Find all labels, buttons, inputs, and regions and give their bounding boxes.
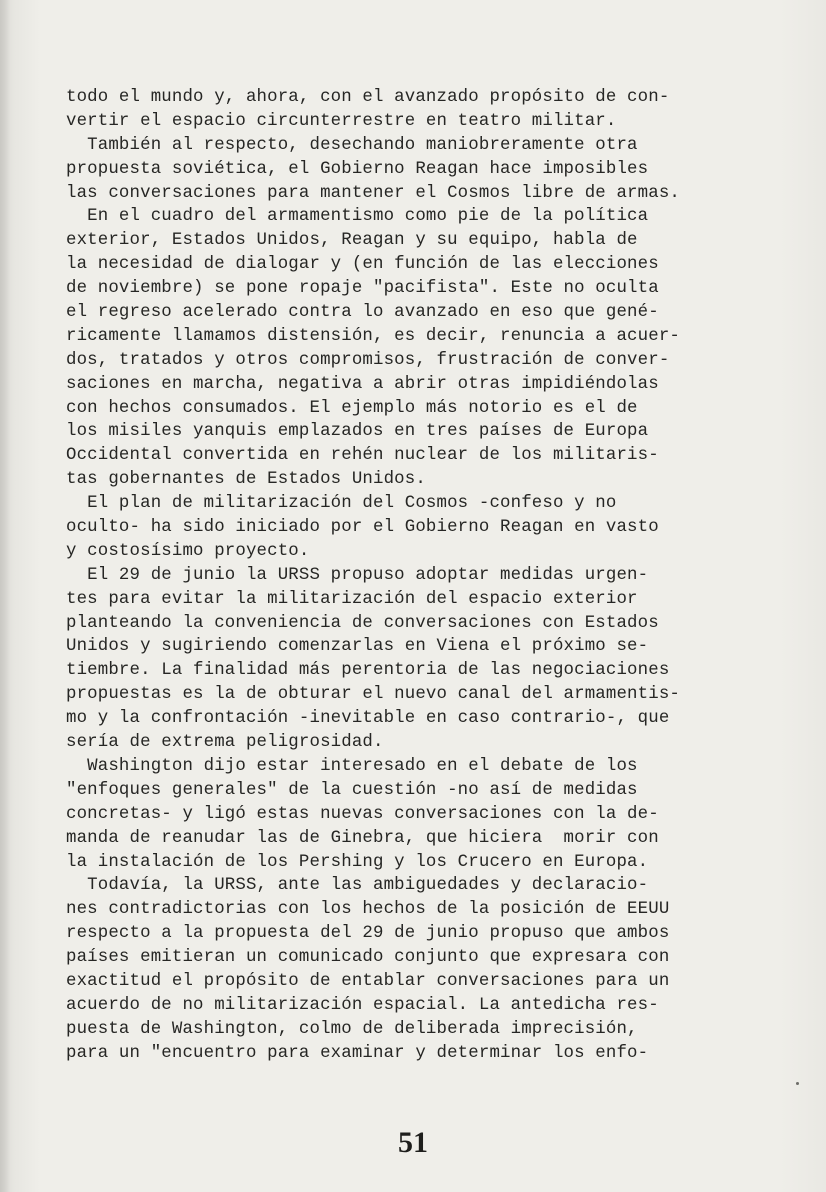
text-line: tas gobernantes de Estados Unidos.	[66, 470, 426, 490]
text-line: la instalación de los Pershing y los Crucero en Europa.	[66, 852, 649, 872]
text-line: países emitieran un comunicado conjunto que expresara con	[66, 948, 670, 968]
text-line: respecto a la propuesta del 29 de junio propuso que ambos	[66, 924, 670, 944]
text-line: manda de reanudar las de Ginebra, que hiciera morir con	[66, 828, 659, 848]
text-line: todo el mundo y, ahora, con el avanzado propósito de con-	[66, 88, 670, 107]
text-line: de noviembre) se pone ropaje "pacifista". Este no oculta	[66, 279, 659, 299]
text-line: saciones en marcha, negativa a abrir otras impidiéndolas	[66, 374, 659, 394]
binding-shadow	[0, 0, 10, 1192]
text-line: En el cuadro del armamentismo como pie de la política	[66, 207, 649, 227]
text-line: "enfoques generales" de la cuestión -no así de medidas	[66, 780, 638, 800]
text-line: propuesta soviética, el Gobierno Reagan hace imposibles	[66, 159, 649, 179]
text-line: concretas- y ligó estas nuevas conversaciones con la de-	[66, 804, 659, 824]
text-line: dos, tratados y otros compromisos, frustración de conver-	[66, 350, 670, 370]
text-line: vertir el espacio circunterrestre en teatro militar.	[66, 111, 617, 131]
text-line: También al respecto, desechando maniobreramente otra	[66, 135, 638, 155]
text-line: exterior, Estados Unidos, Reagan y su equipo, habla de	[66, 231, 638, 251]
text-line: Occidental convertida en rehén nuclear de los militaris-	[66, 446, 659, 466]
text-line: El 29 de junio la URSS propuso adoptar medidas urgen-	[66, 565, 649, 585]
text-line: propuestas es la de obturar el nuevo canal del armamentis-	[66, 685, 680, 705]
text-line: con hechos consumados. El ejemplo más notorio es el de	[66, 398, 638, 418]
text-line: mo y la confrontación -inevitable en caso contrario-, que	[66, 709, 670, 729]
text-line: puesta de Washington, colmo de deliberada imprecisión,	[66, 1019, 638, 1039]
text-line: la necesidad de dialogar y (en función de las elecciones	[66, 255, 659, 275]
paper-speck	[796, 1082, 799, 1085]
text-line: acuerdo de no militarización espacial. La antedicha res-	[66, 995, 659, 1015]
text-line: planteando la conveniencia de conversaciones con Estados	[66, 613, 659, 633]
text-line: y costosísimo proyecto.	[66, 541, 310, 561]
text-line: tes para evitar la militarización del espacio exterior	[66, 589, 638, 609]
text-line: los misiles yanquis emplazados en tres países de Europa	[66, 422, 649, 442]
text-line: sería de extrema peligrosidad.	[66, 733, 384, 753]
text-line: El plan de militarización del Cosmos -confeso y no	[66, 494, 617, 514]
text-line: Todavía, la URSS, ante las ambiguedades y declaracio-	[66, 876, 649, 896]
text-line: exactitud el propósito de entablar conversaciones para un	[66, 971, 670, 991]
text-line: oculto- ha sido iniciado por el Gobierno Reagan en vasto	[66, 518, 659, 538]
text-line: ricamente llamamos distensión, es decir, renuncia a acuer-	[66, 326, 680, 346]
text-line: el regreso acelerado contra lo avanzado en eso que gené-	[66, 303, 659, 323]
text-line: Unidos y sugiriendo comenzarlas en Viena el próximo se-	[66, 637, 649, 657]
text-line: nes contradictorias con los hechos de la posición de EEUU	[66, 900, 670, 920]
text-line: las conversaciones para mantener el Cosmos libre de armas.	[66, 183, 680, 203]
page-number: 51	[398, 1126, 428, 1159]
body-text	[66, 86, 771, 1066]
text-line: para un "encuentro para examinar y determinar los enfo-	[66, 1043, 649, 1063]
text-line: tiembre. La finalidad más perentoria de las negociaciones	[66, 661, 670, 681]
text-line: Washington dijo estar interesado en el debate de los	[66, 756, 638, 776]
